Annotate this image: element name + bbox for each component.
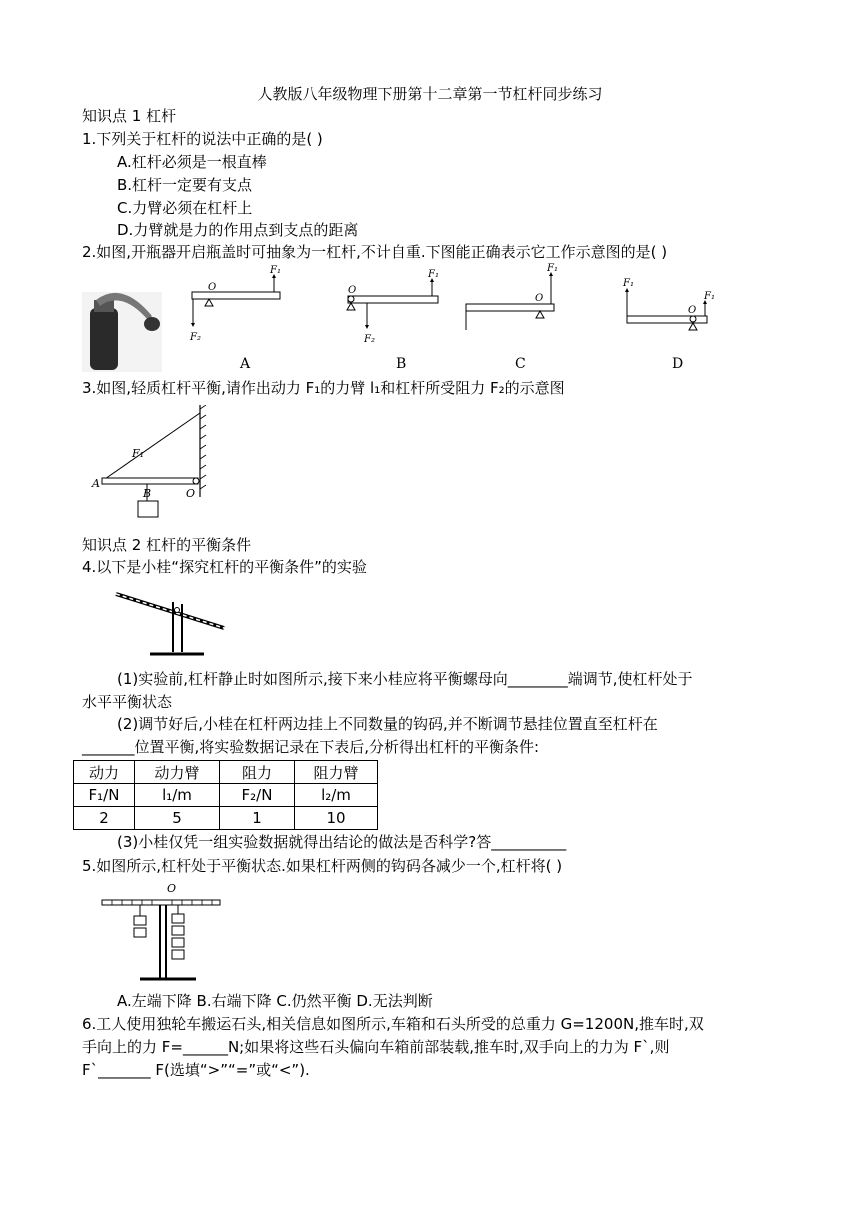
force-f2-label: F₂ (190, 332, 201, 343)
table-unit-cell: l₂/m (295, 784, 378, 807)
force-f1-label: F₁ (547, 263, 558, 274)
table-cell: 2 (74, 807, 135, 830)
question-1-option-d: D.力臂就是力的作用点到支点的距离 (117, 221, 359, 239)
question-1-option-a: A.杠杆必须是一根直棒 (117, 153, 267, 171)
force-f1-label: F₁ (704, 291, 715, 302)
question-4-part2-line1: (2)调节好后,小桂在杠杆两边挂上不同数量的钩码,并不断调节悬挂位置直至杠杆在 (117, 715, 658, 733)
table-header-cell: 阻力 (220, 761, 295, 784)
f1-label: F₁ (132, 447, 145, 460)
question-6-line3: F`_______ F(选填“>”“=”或“<”). (82, 1061, 310, 1079)
diagram-a (189, 265, 281, 343)
point-o-label: O (186, 487, 196, 500)
pivot-label: O (208, 282, 217, 293)
question-3-stem: 3.如图,轻质杠杆平衡,请作出动力 F₁的力臂 l₁和杠杆所受阻力 F₂的示意图 (82, 379, 565, 397)
table-header-cell: 动力臂 (135, 761, 220, 784)
force-f2-label: F₂ (364, 334, 375, 345)
question-1-option-c: C.力臂必须在杠杆上 (117, 199, 253, 217)
point-b-label: B (143, 487, 152, 500)
question-5-stem: 5.如图所示,杠杆处于平衡状态.如果杠杆两侧的钩码各减少一个,杠杆将( ) (82, 857, 563, 875)
question-4-figure (112, 582, 228, 662)
table-header-cell: 阻力臂 (295, 761, 378, 784)
table-cell: 10 (295, 807, 378, 830)
table-cell: 5 (135, 807, 220, 830)
table-header-row (74, 761, 378, 784)
table-header-cell: 动力 (74, 761, 135, 784)
question-5-figure (100, 880, 230, 984)
question-4-part3: (3)小桂仅凭一组实验数据就得出结论的做法是否科学?答__________ (117, 833, 567, 851)
diagram-a-label: A (240, 356, 251, 372)
table-unit-cell: F₁/N (74, 784, 135, 807)
question-6-line1: 6.工人使用独轮车搬运石头,相关信息如图所示,车箱和石头所受的总重力 G=1200N,推车时,双 (82, 1015, 704, 1033)
question-6-line2: 手向上的力 F=______N;如果将这些石头偏向车箱前部装载,推车时,双手向上的力为 F`,则 (82, 1038, 670, 1056)
question-3-figure (90, 405, 220, 520)
question-2-stem: 2.如图,开瓶器开启瓶盖时可抽象为一杠杆,不计自重.下图能正确表示它工作示意图的是( ) (82, 243, 668, 261)
section-heading-2: 知识点 2 杠杆的平衡条件 (82, 536, 252, 554)
pivot-label: O (535, 293, 544, 304)
question-2-figures (82, 260, 722, 372)
table-row (74, 807, 378, 830)
question-4-part1-line2: 水平平衡状态 (82, 693, 173, 711)
table-cell: 1 (220, 807, 295, 830)
question-1-stem: 1.下列关于杠杆的说法中正确的是( ) (82, 130, 323, 148)
diagram-d (622, 278, 715, 330)
table-unit-row (74, 784, 378, 807)
question-5-options: A.左端下降 B.右端下降 C.仍然平衡 D.无法判断 (117, 992, 433, 1010)
table-unit-cell: l₁/m (135, 784, 220, 807)
question-4-part2-line2: _______位置平衡,将实验数据记录在下表后,分析得出杠杆的平衡条件: (82, 738, 540, 756)
diagram-b (347, 269, 439, 345)
table-unit-cell: F₂/N (220, 784, 295, 807)
diagram-b-label: B (396, 356, 407, 372)
diagram-c (466, 263, 558, 330)
pivot-label: O (348, 285, 357, 296)
diagram-d-label: D (672, 356, 684, 372)
data-table (73, 760, 378, 830)
question-1-option-b: B.杠杆一定要有支点 (117, 176, 253, 194)
point-a-label: A (92, 477, 100, 490)
force-f1-label: F₁ (270, 265, 281, 276)
force-f1-label: F₁ (428, 269, 439, 280)
pivot-label: O (688, 305, 697, 316)
section-heading-1: 知识点 1 杠杆 (82, 107, 177, 125)
force-f2-label: F₁ (623, 278, 634, 289)
pivot-label: O (167, 882, 177, 895)
question-4-part1-line1: (1)实验前,杠杆静止时如图所示,接下来小桂应将平衡螺母向________端调节,使杠杆处于 (117, 670, 693, 688)
diagram-c-label: C (515, 356, 526, 372)
page-title: 人教版八年级物理下册第十二章第一节杠杆同步练习 (257, 85, 603, 103)
question-4-stem: 4.以下是小桂“探究杠杆的平衡条件”的实验 (82, 558, 367, 576)
bottle-opener-photo (82, 292, 162, 372)
